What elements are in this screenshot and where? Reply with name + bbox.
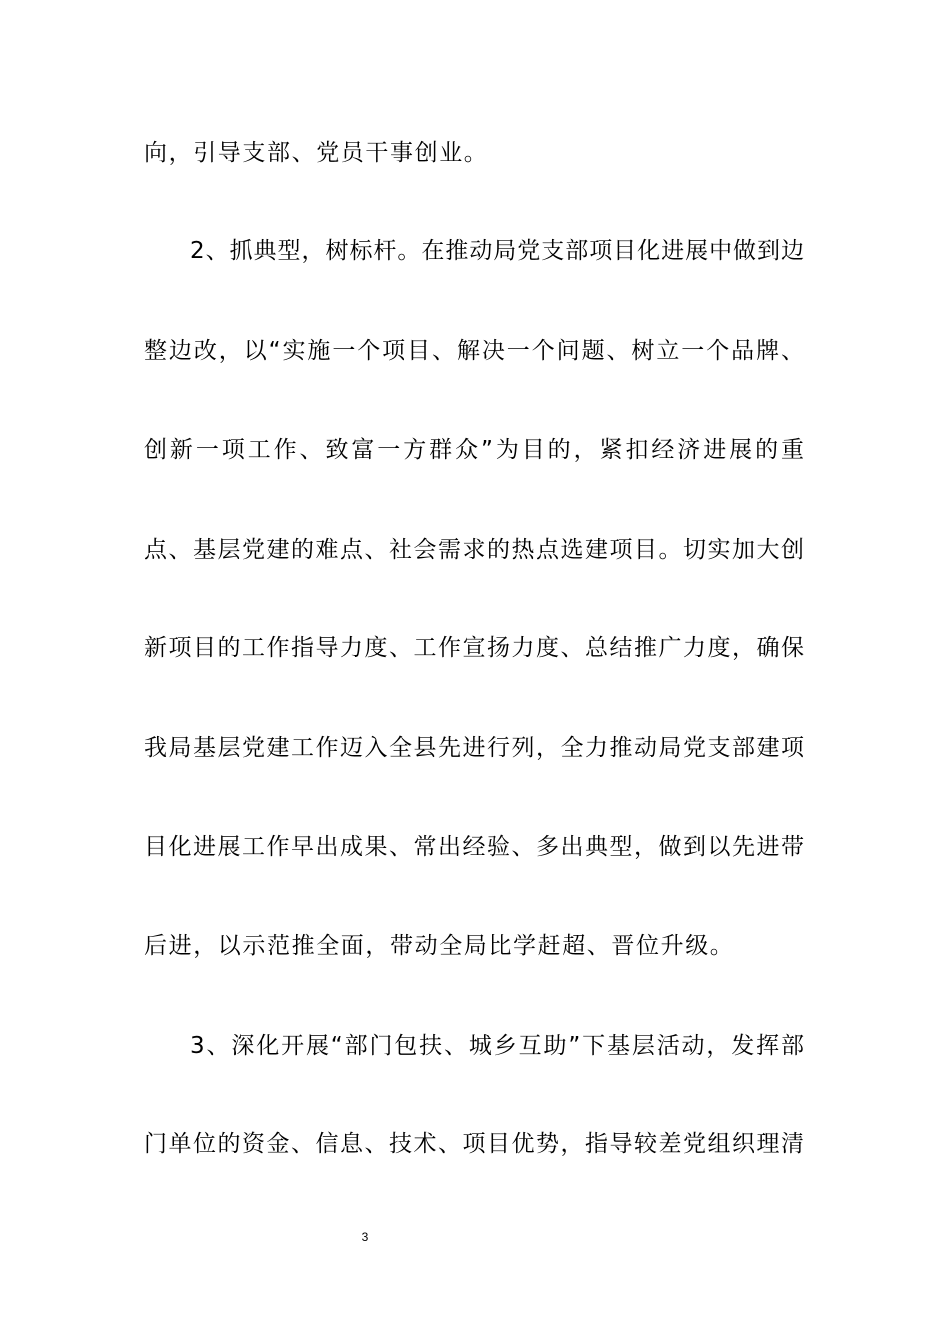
text-line: 向，引导支部、党员干事创业。 bbox=[144, 140, 489, 166]
text-line: 我局基层党建工作迈入全县先进行列，全力推动局党支部建项 bbox=[144, 735, 804, 761]
text-line: 3、深化开展“部门包扶、城乡互助”下基层活动，发挥部 bbox=[190, 1033, 804, 1059]
text-line: 新项目的工作指导力度、工作宣扬力度、总结推广力度，确保 bbox=[144, 635, 804, 661]
text-line: 2、抓典型，树标杆。在推动局党支部项目化进展中做到边 bbox=[190, 238, 804, 264]
text-line: 后进，以示范推全面，带动全局比学赶超、晋位升级。 bbox=[144, 933, 735, 959]
page-number: 3 bbox=[361, 1230, 369, 1244]
text-line: 门单位的资金、信息、技术、项目优势，指导较差党组织理清 bbox=[144, 1131, 804, 1157]
text-line: 点、基层党建的难点、社会需求的热点选建项目。切实加大创 bbox=[144, 537, 804, 563]
text-line: 整边改，以“实施一个项目、解决一个问题、树立一个品牌、 bbox=[144, 338, 804, 364]
text-line: 目化进展工作早出成果、常出经验、多出典型，做到以先进带 bbox=[144, 834, 804, 860]
text-line: 创新一项工作、致富一方群众”为目的，紧扣经济进展的重 bbox=[144, 437, 804, 463]
